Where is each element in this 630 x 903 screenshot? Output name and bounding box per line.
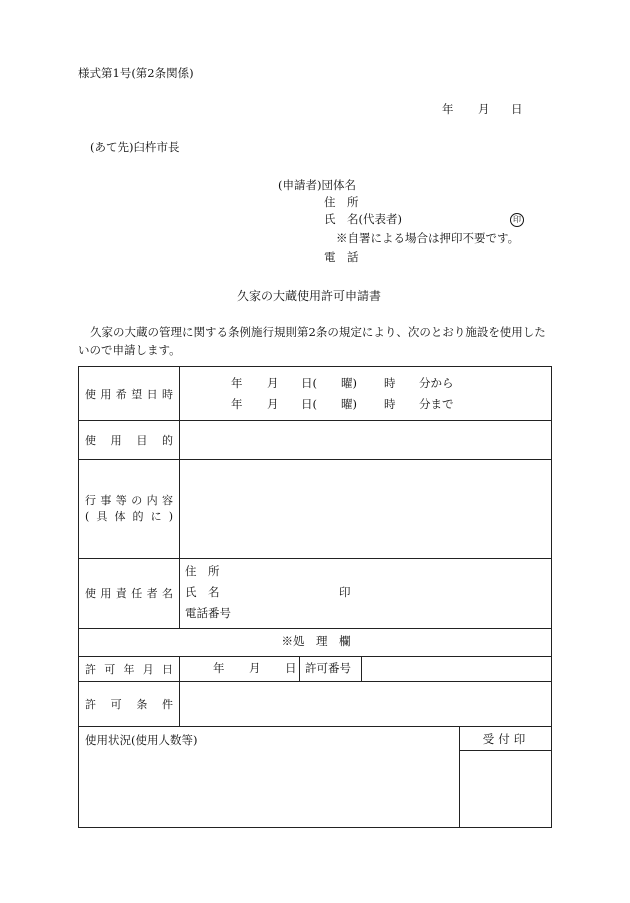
purpose-label: 使用目的 bbox=[85, 434, 173, 447]
application-table bbox=[78, 366, 552, 828]
row-divider bbox=[79, 726, 551, 727]
signature-note: ※自署による場合は押印不要です。 bbox=[336, 231, 520, 245]
to-day: 日( bbox=[301, 397, 317, 411]
intro-line-2: いので申請します。 bbox=[78, 343, 181, 357]
permit-day: 日 bbox=[285, 661, 297, 675]
from-year: 年 bbox=[231, 376, 243, 390]
to-minute: 分まで bbox=[419, 397, 454, 411]
event-content-label-line1: 行事等の内容 bbox=[85, 494, 173, 507]
document-title: 久家の大蔵使用許可申請書 bbox=[237, 289, 382, 303]
responsible-phone-label: 電話番号 bbox=[185, 606, 231, 620]
permit-year: 年 bbox=[213, 661, 225, 675]
applicant-block bbox=[278, 180, 356, 192]
to-month: 月 bbox=[267, 397, 279, 411]
applicant-prefix: (申請者) bbox=[278, 178, 322, 192]
event-content-label-line2: (具体的に) bbox=[85, 510, 173, 523]
intro-line-1: 久家の大蔵の管理に関する条例施行規則第2条の規定により、次のとおり施設を使用した bbox=[90, 325, 546, 339]
to-year: 年 bbox=[231, 397, 243, 411]
responsible-address-label: 住 所 bbox=[185, 564, 220, 578]
addressee: (あて先)臼杵市長 bbox=[90, 140, 180, 154]
from-month: 月 bbox=[267, 376, 279, 390]
from-hour: 時 bbox=[384, 376, 396, 390]
permit-month: 月 bbox=[249, 661, 261, 675]
from-day: 日( bbox=[301, 376, 317, 390]
date-day-label: 日 bbox=[511, 102, 523, 116]
processing-section-header: ※処 理 欄 bbox=[281, 634, 351, 648]
form-number: 様式第1号(第2条関係) bbox=[78, 66, 194, 80]
responsible-person-label: 使用責任者名 bbox=[85, 587, 173, 600]
from-minute: 分から bbox=[419, 376, 454, 390]
row-divider bbox=[79, 558, 551, 559]
permit-conditions-field[interactable] bbox=[180, 682, 552, 726]
permit-number-label: 許可番号 bbox=[305, 661, 351, 675]
permit-date-label: 許可年月日 bbox=[85, 663, 173, 676]
row-divider bbox=[79, 628, 551, 629]
usage-status-label: 使用状況(使用人数等) bbox=[85, 733, 198, 747]
permit-number-field[interactable] bbox=[362, 657, 552, 681]
reception-stamp-label: 受付印 bbox=[482, 732, 530, 746]
column-divider bbox=[299, 656, 300, 681]
applicant-phone-label: 電 話 bbox=[324, 250, 359, 264]
applicant-address-label: 住 所 bbox=[324, 195, 359, 209]
responsible-seal-label: 印 bbox=[339, 585, 351, 599]
seal-mark-icon: 印 bbox=[510, 213, 524, 227]
to-weekday: 曜) bbox=[341, 397, 357, 411]
group-name-label: 団体名 bbox=[321, 178, 356, 192]
to-hour: 時 bbox=[384, 397, 396, 411]
reception-stamp-area[interactable] bbox=[460, 751, 552, 827]
applicant-name-label: 氏 名(代表者) bbox=[324, 212, 402, 226]
from-weekday: 曜) bbox=[341, 376, 357, 390]
date-year-label: 年 bbox=[442, 102, 454, 116]
event-content-field[interactable] bbox=[180, 460, 552, 558]
date-month-label: 月 bbox=[478, 102, 490, 116]
responsible-name-label: 氏 名 bbox=[185, 585, 220, 599]
desired-datetime-label: 使用希望日時 bbox=[85, 388, 173, 401]
purpose-field[interactable] bbox=[180, 421, 552, 459]
permit-conditions-label: 許可条件 bbox=[85, 698, 173, 711]
